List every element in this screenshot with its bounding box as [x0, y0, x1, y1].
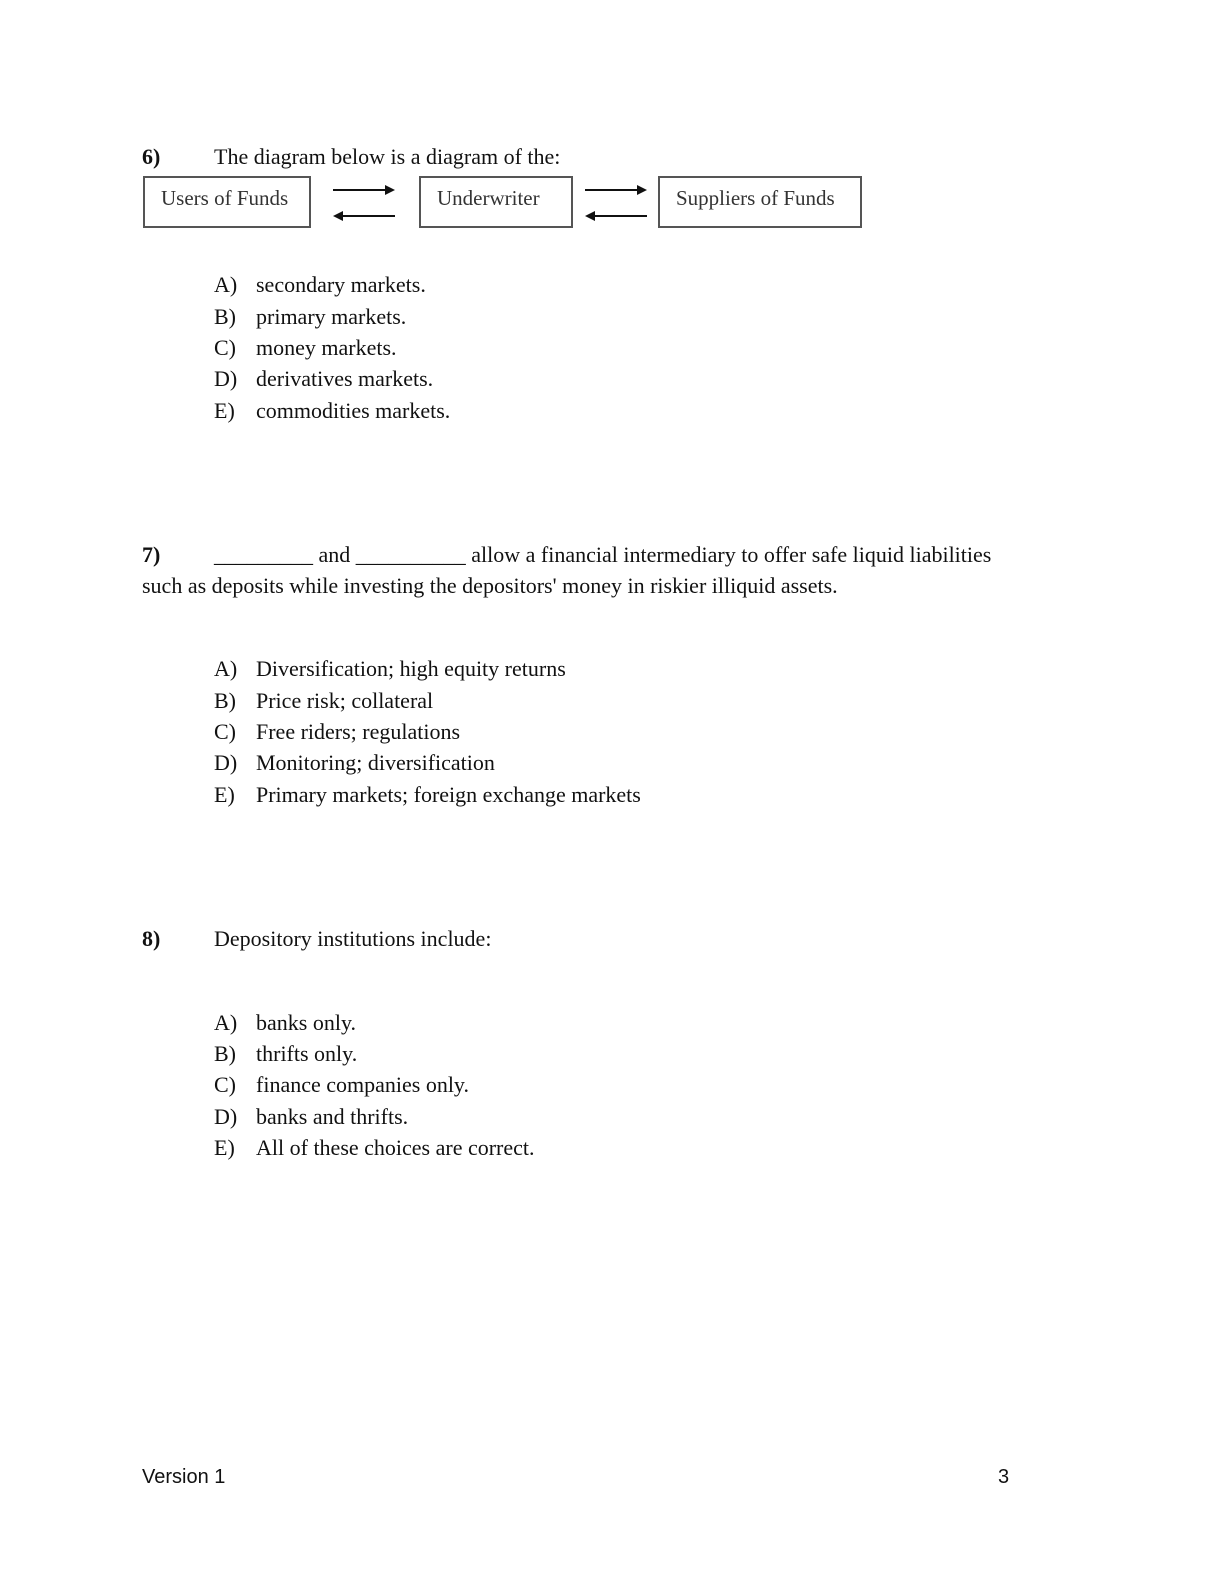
option-text: primary markets. — [256, 304, 407, 329]
answer-option-b — [214, 688, 433, 714]
answer-option-c — [214, 335, 397, 361]
option-letter: B) — [214, 1041, 236, 1066]
option-text: money markets. — [256, 335, 397, 360]
option-text: secondary markets. — [256, 272, 426, 297]
answer-option-c — [214, 719, 460, 745]
answer-option-e — [214, 398, 450, 424]
answer-option-c — [214, 1072, 469, 1098]
option-letter: D) — [214, 750, 238, 775]
option-text: commodities markets. — [256, 398, 451, 423]
question-number: 8) — [142, 926, 161, 951]
footer-version: Version 1 — [142, 1466, 226, 1488]
option-letter: D) — [214, 1104, 238, 1129]
option-letter: A) — [214, 656, 238, 681]
option-text: finance companies only. — [256, 1072, 469, 1097]
option-letter: E) — [214, 398, 235, 423]
footer-page-number: 3 — [998, 1466, 1010, 1488]
option-text: derivatives markets. — [256, 366, 434, 391]
option-letter: E) — [214, 1135, 235, 1160]
question-text-line-2: such as deposits while investing the depositors' money in riskier illiquid assets. — [142, 573, 838, 598]
option-letter: B) — [214, 304, 236, 329]
bidirectional-arrow-icon — [581, 176, 651, 228]
option-text: Monitoring; diversification — [256, 750, 495, 775]
answer-option-a — [214, 272, 426, 298]
option-letter: C) — [214, 719, 236, 744]
answer-option-d — [214, 750, 495, 776]
option-letter: C) — [214, 1072, 236, 1097]
answer-option-b — [214, 1041, 357, 1067]
diagram-box-suppliers-of-funds: Suppliers of Funds — [658, 176, 862, 228]
option-letter: A) — [214, 272, 238, 297]
answer-option-d — [214, 1104, 408, 1130]
question-text: Depository institutions include: — [214, 926, 492, 951]
option-text: Price risk; collateral — [256, 688, 434, 713]
option-letter: E) — [214, 782, 235, 807]
question-number: 6) — [142, 144, 161, 169]
option-letter: A) — [214, 1010, 238, 1035]
answer-option-b — [214, 304, 406, 330]
option-text: Diversification; high equity returns — [256, 656, 566, 681]
diagram-box-underwriter: Underwriter — [419, 176, 573, 228]
answer-option-d — [214, 366, 433, 392]
option-text: banks and thrifts. — [256, 1104, 409, 1129]
diagram-box-users-of-funds: Users of Funds — [143, 176, 311, 228]
option-letter: C) — [214, 335, 236, 360]
answer-option-a — [214, 656, 566, 682]
answer-option-e — [214, 1135, 535, 1161]
option-letter: B) — [214, 688, 236, 713]
option-text: thrifts only. — [256, 1041, 358, 1066]
bidirectional-arrow-icon — [329, 176, 399, 228]
option-text: Primary markets; foreign exchange markets — [256, 782, 641, 807]
answer-option-a — [214, 1010, 356, 1036]
option-text: Free riders; regulations — [256, 719, 461, 744]
question-number: 7) — [142, 542, 161, 567]
question-text: The diagram below is a diagram of the: — [214, 144, 561, 169]
option-letter: D) — [214, 366, 238, 391]
answer-option-e — [214, 782, 641, 808]
question-text-line-1: _________ and __________ allow a financial intermediary to offer safe liquid liabilities — [214, 542, 992, 567]
option-text: All of these choices are correct. — [256, 1135, 535, 1160]
option-text: banks only. — [256, 1010, 357, 1035]
flow-diagram — [143, 176, 865, 232]
